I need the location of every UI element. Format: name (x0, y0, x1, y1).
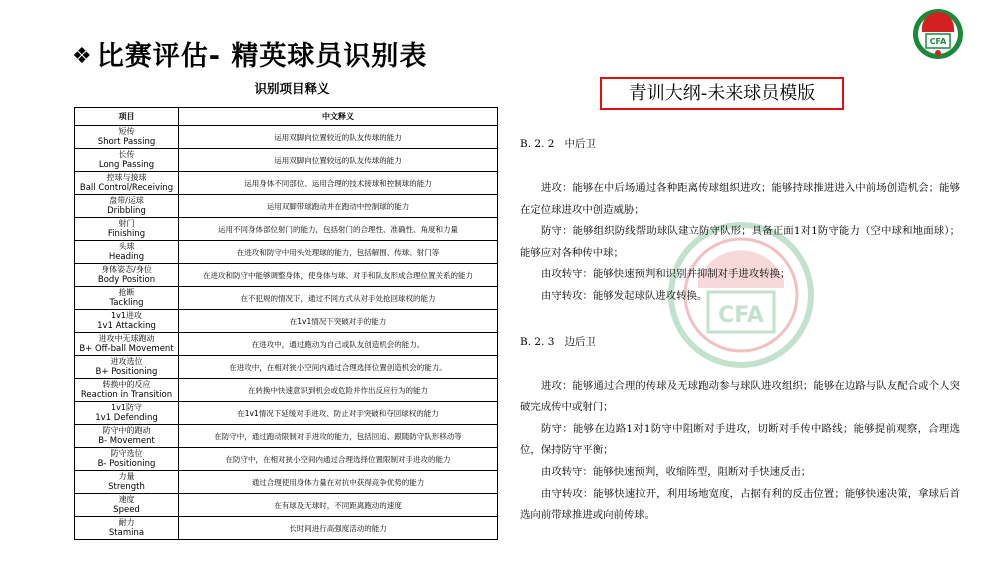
header-desc: 中文释义 (179, 108, 498, 126)
table-row (75, 264, 498, 287)
item-name-en: Tackling (109, 298, 144, 308)
item-description: 运用双脚向位置较远的队友传球的能力 (179, 149, 498, 172)
item-description: 运用身体不同部位、运用合理的技术接球和控制球的能力 (179, 172, 498, 195)
item-name-en: Heading (108, 252, 145, 262)
item-name-cn: 控球与接球 (106, 173, 147, 182)
item-name-cn: 转换中的反应 (102, 380, 151, 389)
watermark-badge-text: CFA (718, 303, 764, 328)
glossary-table (74, 107, 498, 540)
item-cell (75, 517, 179, 540)
item-name-en: B- Positioning (97, 459, 156, 469)
item-cell (75, 402, 179, 425)
item-cell (75, 356, 179, 379)
table-row (75, 172, 498, 195)
table-row (75, 126, 498, 149)
table-row (75, 287, 498, 310)
spacer (520, 160, 960, 178)
item-name-en: Short Passing (97, 137, 156, 147)
item-cell (75, 310, 179, 333)
item-name-en: Speed (113, 505, 140, 515)
item-name-en: Ball Control/Receiving (79, 183, 174, 193)
table-row (75, 471, 498, 494)
table-body (75, 126, 498, 540)
item-cell (75, 241, 179, 264)
paragraph: 由攻转守：能够快速预判和识别并抑制对手进攻转换； (541, 268, 791, 281)
item-cell (75, 195, 179, 218)
table-row (75, 149, 498, 172)
item-description: 在1v1情况下突破对手的能力 (179, 310, 498, 333)
paragraph: 防守：能够在边路1对1防守中阻断对手进攻，切断对手传中路线；能够提前观察，合理选位，保持防守平衡； (520, 422, 960, 457)
item-cell (75, 172, 179, 195)
item-description: 在不犯规的情况下，通过不同方式从对手处抢回球权的能力 (179, 287, 498, 310)
page-title (72, 34, 427, 73)
item-cell (75, 264, 179, 287)
table-header-row (75, 108, 498, 126)
section-heading-fb (520, 326, 960, 358)
item-cell (75, 471, 179, 494)
item-name-en: B+ Positioning (95, 367, 158, 377)
item-name-cn: 1v1防守 (111, 403, 142, 412)
table-row (75, 310, 498, 333)
item-description: 长时间进行高强度活动的能力 (179, 517, 498, 540)
section-title: 中后卫 (564, 138, 596, 150)
spacer (520, 308, 960, 326)
item-name-en: Stamina (108, 528, 145, 538)
item-name-cn: 长传 (118, 150, 135, 159)
header-item: 项目 (75, 108, 179, 126)
diamond-bullet-icon: ❖ (72, 44, 93, 69)
paragraph: 防守：能够组织防线帮助球队建立防守队形；具备正面1对1防守能力（空中球和地面球）；能够应对各种传中球； (520, 225, 960, 259)
item-name-cn: 进攻选位 (110, 357, 143, 366)
item-name-cn: 进攻中无球跑动 (98, 334, 155, 343)
item-name-en: 1v1 Defending (95, 413, 158, 423)
spacer (520, 358, 960, 376)
item-description: 在进攻中，在相对狭小空间内通过合理选择位置创造机会的能力。 (179, 356, 498, 379)
paragraph: 进攻：能够在中后场通过各种距离传球组织进攻；能够持球推进进入中前场创造机会；能够在定位球进攻中创造威胁； (520, 182, 960, 216)
page-title-text: 比赛评估- 精英球员识别表 (96, 41, 428, 72)
paragraph: 进攻：能够通过合理的传球及无球跑动参与球队进攻组织；能够在边路与队友配合或个人突破完成传中或射门； (520, 379, 960, 414)
item-name-en: Reaction in Transition (80, 390, 173, 400)
section-number: B. 2. 2 (520, 138, 555, 150)
item-name-en: Long Passing (98, 160, 155, 170)
item-name-cn: 抢断 (118, 288, 135, 297)
item-cell (75, 149, 179, 172)
item-description: 运用双脚带球跑动并在跑动中控制球的能力 (179, 195, 498, 218)
item-description: 运用不同身体部位射门的能力，包括射门的合理性、准确性、角度和力量 (179, 218, 498, 241)
paragraph: 由守转攻：能够快速拉开，利用场地宽度，占据有利的反击位置；能够快速决策，拿球后首选向前带球推进或向前传球。 (520, 487, 960, 522)
item-name-en: Finishing (107, 229, 146, 239)
item-cell (75, 448, 179, 471)
item-description: 在有球及无球时，不同距离跑动的速度 (179, 494, 498, 517)
item-name-en: B- Movement (98, 436, 155, 446)
item-name-cn: 盘带/运球 (109, 196, 144, 205)
paragraph: 由攻转守：能够快速预判，收缩阵型，阻断对手快速反击； (541, 465, 812, 478)
item-description: 在防守中，通过跑动限制对手进攻的能力，包括回追、跟随防守队形移动等 (179, 425, 498, 448)
item-name-en: Body Position (97, 275, 156, 285)
item-cell (75, 333, 179, 356)
item-name-cn: 防守中的跑动 (102, 426, 151, 435)
item-cell (75, 126, 179, 149)
item-cell (75, 379, 179, 402)
item-description: 通过合理使用身体力量在对抗中获得竞争优势的能力 (179, 471, 498, 494)
paragraph: 由守转攻：能够发起球队进攻转换。 (541, 289, 708, 302)
item-description: 在1v1情况下延缓对手进攻、防止对手突破和夺回球权的能力 (179, 402, 498, 425)
section-heading-cb (520, 128, 960, 160)
table-title: 识别项目释义 (254, 81, 330, 96)
item-cell (75, 287, 179, 310)
table-row (75, 402, 498, 425)
item-name-cn: 身体姿态/身位 (101, 265, 152, 274)
table-row (75, 448, 498, 471)
item-name-cn: 射门 (118, 219, 135, 228)
table-row (75, 195, 498, 218)
item-cell (75, 218, 179, 241)
section-title: 边后卫 (564, 335, 596, 348)
item-description: 在进攻和防守中用头处理球的能力，包括解围、传球、射门等 (179, 241, 498, 264)
logo-badge-text: CFA (929, 37, 947, 46)
item-name-cn: 防守选位 (110, 449, 143, 458)
item-name-cn: 速度 (118, 495, 135, 504)
item-name-en: Dribbling (107, 206, 146, 216)
section-number: B. 2. 3 (520, 335, 555, 348)
table-row (75, 494, 498, 517)
table-row (75, 333, 498, 356)
position-document (520, 128, 960, 527)
item-cell (75, 425, 179, 448)
table-row (75, 425, 498, 448)
item-description: 在防守中，在相对狭小空间内通过合理选择位置限制对手进攻的能力 (179, 448, 498, 471)
item-name-cn: 头球 (118, 242, 135, 251)
item-name-cn: 短传 (118, 127, 135, 136)
template-label-box: 青训大纲-未来球员模版 (600, 77, 844, 110)
table-row (75, 241, 498, 264)
cfa-logo (912, 8, 964, 60)
table-row (75, 218, 498, 241)
item-description: 在进攻中，通过跑动为自己或队友创造机会的能力。 (179, 333, 498, 356)
item-description: 运用双脚向位置较近的队友传球的能力 (179, 126, 498, 149)
item-name-en: B+ Off-ball Movement (79, 344, 174, 354)
item-name-cn: 力量 (118, 472, 135, 481)
item-name-cn: 1v1进攻 (111, 311, 142, 320)
table-row (75, 379, 498, 402)
item-name-en: Strength (108, 482, 145, 492)
item-description: 在进攻和防守中能够调整身体，使身体与球、对手和队友形成合理位置关系的能力 (179, 264, 498, 287)
table-row (75, 356, 498, 379)
item-cell (75, 494, 179, 517)
item-name-en: 1v1 Attacking (97, 321, 156, 331)
item-description: 在转换中快速意识到机会或危险并作出反应行为的能力 (179, 379, 498, 402)
table-row (75, 517, 498, 540)
item-name-cn: 耐力 (118, 518, 135, 527)
